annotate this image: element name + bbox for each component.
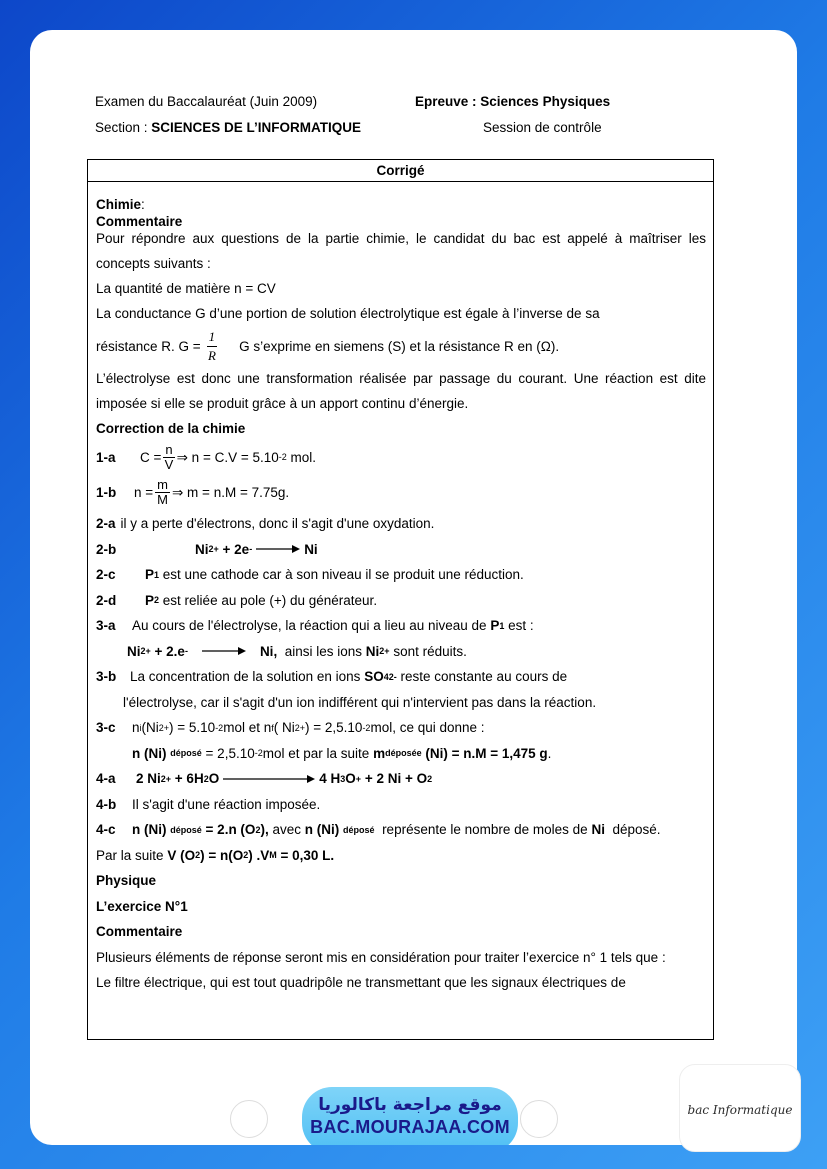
q4c-end: déposé. xyxy=(612,822,661,838)
q4c2-v: V (O xyxy=(167,847,196,863)
q4a-r1: 4 H xyxy=(319,771,341,787)
fraction-m-over-m xyxy=(155,478,170,507)
q3a2-text: ainsi les ions xyxy=(284,643,363,659)
q4c-mid2: ), xyxy=(260,822,269,838)
q4c2-mid2: ) .V xyxy=(248,847,270,863)
label-2c: 2-c xyxy=(96,567,116,583)
answer-4c: 4-c n (Ni) déposé = 2.n (O 2 ), avec n (Ni) déposé représente le nombre de moles de Ni déposé. xyxy=(96,817,706,843)
q1b-den: M xyxy=(157,491,168,507)
fraction-n-over-v xyxy=(163,443,174,472)
epreuve-label: Epreuve : Sciences Physiques xyxy=(415,94,611,109)
quantite-matiere: La quantité de matière n = CV xyxy=(96,281,276,296)
label-2a: 2-a xyxy=(96,516,116,532)
resistance-post: G s’exprime en siemens (S) et la résistance R en (Ω). xyxy=(239,338,560,354)
session-label: Session de contrôle xyxy=(483,120,602,135)
site-logo-right-icon xyxy=(520,1100,558,1138)
q2b-plus: + 2e xyxy=(222,541,250,557)
answer-3c: 3-c n i (Ni 2+ ) = 5.10 -2 mol et n f ( Ni 2+ ) = 2,5.10 -2 mol, ce qui donne : xyxy=(96,715,706,741)
exam-title: Examen du Baccalauréat (Juin 2009) xyxy=(95,94,318,109)
q4c-n: n (Ni) xyxy=(132,822,167,838)
fraction-1-over-r xyxy=(207,328,218,365)
q3a2-prod: Ni, xyxy=(259,643,278,659)
q3a2-plus: + 2.e xyxy=(154,643,185,659)
q2c-p: P xyxy=(145,567,155,583)
q4c-avec: avec xyxy=(272,822,301,838)
q2b-prod: Ni xyxy=(304,541,318,557)
q2d-text: est reliée au pole (+) du générateur. xyxy=(162,592,378,608)
reaction-arrow-icon xyxy=(223,774,315,784)
reaction-arrow-icon xyxy=(256,544,300,554)
q4c-ni: Ni xyxy=(591,822,605,838)
q3c-mid5: ) = 2,5.10 xyxy=(305,720,363,736)
answer-2b: 2-b Ni 2+ + 2e - Ni xyxy=(96,537,706,563)
q3a2-end: sont réduits. xyxy=(393,643,467,659)
answer-3b-cont: l'électrolyse, car il s'agit d'un ion indifférent qui n'intervient pas dans la réaction. xyxy=(123,694,597,710)
chimie-commentaire: Commentaire xyxy=(96,214,183,229)
label-1b: 1-b xyxy=(96,484,117,500)
q3c-end: mol, ce qui donne : xyxy=(370,720,485,736)
q3c2-m: m xyxy=(373,745,386,761)
q3c-n: n xyxy=(132,720,140,736)
label-2b: 2-b xyxy=(96,541,117,557)
q3a-text: Au cours de l'électrolyse, la réaction qui a lieu au niveau de xyxy=(132,618,487,634)
site-name-arabic: موقع مراجعة باكالوريا xyxy=(318,1095,502,1115)
section-name: SCIENCES DE L’INFORMATIQUE xyxy=(151,120,362,135)
chimie-intro: Pour répondre aux questions de la partie chimie, le candidat du bac est appelé à maîtriser les concepts suivants : xyxy=(96,231,706,271)
q4c-n2: n (Ni) xyxy=(304,822,340,838)
physique-commentaire: Commentaire xyxy=(96,924,183,940)
q3c2-mid2: mol et par la suite xyxy=(262,745,370,761)
section-line xyxy=(95,120,361,135)
q4c2-pre: Par la suite xyxy=(96,847,164,863)
reaction-arrow-icon xyxy=(202,646,246,656)
resistance-line xyxy=(96,326,706,366)
physique-p2: Le filtre électrique, qui est tout quadripôle ne transmettant que les signaux électriques de xyxy=(96,974,626,990)
label-4b: 4-b xyxy=(96,796,117,812)
q3c2-n: n (Ni) xyxy=(132,745,167,761)
q1b-num: m xyxy=(157,476,168,492)
physique-p1: Plusieurs éléments de réponse seront mis en considération pour traiter l’exercice n° 1 tels que : xyxy=(96,949,666,965)
q2a-text: il y a perte d'électrons, donc il s'agit d'une oxydation. xyxy=(120,516,435,532)
label-3b: 3-b xyxy=(96,669,117,685)
q4c2-mid: ) = n(O xyxy=(200,847,244,863)
answer-4a: 4-a 2 Ni 2+ + 6H 2 O 4 H 3 O + + 2 Ni + O 2 xyxy=(96,766,706,792)
answer-4b xyxy=(96,792,706,818)
answer-1b xyxy=(96,473,706,511)
physique-heading: Physique xyxy=(96,873,157,889)
q3c-mid3: mol et n xyxy=(223,720,272,736)
chimie-title: Chimie xyxy=(96,197,142,212)
answer-3a-equation: Ni 2+ + 2.e - Ni, ainsi les ions Ni 2+ sont réduits. xyxy=(96,639,706,665)
answer-3a: 3-a Au cours de l'électrolyse, la réaction qui a lieu au niveau de P 1 est : xyxy=(96,613,706,639)
section-prefix: Section : xyxy=(95,120,152,135)
q3b-text: La concentration de la solution en ions xyxy=(130,669,361,685)
label-4a: 4-a xyxy=(96,771,116,787)
answer-2c: 2-c P 1 est une cathode car à son niveau il se produit une réduction. xyxy=(96,562,706,588)
label-3a: 3-a xyxy=(96,618,116,634)
answer-3c-result: n (Ni) déposé = 2,5.10 -2 mol et par la suite m déposée (Ni) = n.M = 1,475 g . xyxy=(96,741,706,767)
electrolyse-text: L’électrolyse est donc une transformation réalisée par passage du courant. Une réaction est dite imposée si elle se produit grâce à un apport continu d’énergie. xyxy=(96,371,706,411)
q4b-text: Il s'agit d'une réaction imposée. xyxy=(132,796,321,812)
document-page xyxy=(30,30,797,1145)
q3b-end: reste constante au cours de xyxy=(400,669,568,685)
q2d-p: P xyxy=(145,592,155,608)
site-url[interactable]: BAC.MOURAJAA.COM xyxy=(310,1117,510,1137)
label-1a: 1-a xyxy=(96,449,116,465)
q3c-mid1: (Ni xyxy=(141,720,159,736)
q3b-so: SO xyxy=(364,669,384,685)
q3a2-ni2: Ni xyxy=(365,643,380,659)
correction-heading: Correction de la chimie xyxy=(96,421,246,436)
bac-informatique-logo: bac Informatique xyxy=(679,1064,801,1152)
answer-2a xyxy=(96,511,706,537)
q3a2-ni: Ni xyxy=(127,643,141,659)
frac-den: R xyxy=(207,347,216,363)
q3c-mid4: ( Ni xyxy=(273,720,295,736)
chimie-heading xyxy=(96,196,706,213)
label-3c: 3-c xyxy=(96,720,116,736)
q2b-ni: Ni xyxy=(195,541,209,557)
q4a-plus: + 6H xyxy=(174,771,204,787)
corrige-box xyxy=(87,159,714,1040)
q3c2-mid: = 2,5.10 xyxy=(205,745,255,761)
answer-2d: 2-d P 2 est reliée au pole (+) du générateur. xyxy=(96,588,706,614)
q4a-o: O xyxy=(208,771,220,787)
q3c2-dot: . xyxy=(547,745,552,761)
q3a-p: P xyxy=(490,618,500,634)
site-banner[interactable] xyxy=(302,1087,518,1145)
q1b-post: ⇒ m = n.M = 7.75g. xyxy=(172,484,290,500)
chimie-colon: : xyxy=(141,197,145,212)
answer-4c-volume: Par la suite V (O 2 ) = n(O 2 ) .V M = 0,30 L. xyxy=(96,843,706,869)
q3c-mid2: ) = 5.10 xyxy=(169,720,216,736)
answer-3b: 3-b La concentration de la solution en ions SO 4 2- reste constante au cours de xyxy=(96,664,706,690)
q1b-pre: n = xyxy=(134,484,154,500)
corrige-content xyxy=(88,182,713,995)
conductance-text: La conductance G d’une portion de solution électrolytique est égale à l’inverse de sa xyxy=(96,306,600,321)
frac-num: 1 xyxy=(207,328,218,347)
q3a-end: est : xyxy=(508,618,534,634)
q4c-mid: = 2.n (O xyxy=(205,822,256,838)
label-2d: 2-d xyxy=(96,592,117,608)
exercice-1-heading: L’exercice N°1 xyxy=(96,898,188,914)
q1a-unit: mol. xyxy=(290,449,317,465)
label-4c: 4-c xyxy=(96,822,116,838)
q4a-r3: + 2 Ni + O xyxy=(364,771,428,787)
q1a-num: n xyxy=(165,441,173,457)
q2c-text: est une cathode car à son niveau il se produit une réduction. xyxy=(162,567,524,583)
q1a-post: ⇒ n = C.V = 5.10 xyxy=(176,449,279,465)
q3c2-end: (Ni) = n.M = 1,475 g xyxy=(425,745,548,761)
resistance-pre: résistance R. G = xyxy=(96,338,201,354)
site-logo-left-icon xyxy=(230,1100,268,1138)
q4a-r2: O xyxy=(345,771,356,787)
q4c-text: représente le nombre de moles de xyxy=(382,822,588,838)
q1a-den: V xyxy=(164,456,174,472)
q4a-left: 2 Ni xyxy=(136,771,161,787)
answer-1a: 1-a C = $\frac{n}{V}$ ⇒ n = C.V = 5.10 -2 mol. xyxy=(96,441,317,472)
q1a-pre: C = xyxy=(140,449,162,465)
q4c2-end: = 0,30 L. xyxy=(280,847,335,863)
box-title: Corrigé xyxy=(88,160,713,182)
